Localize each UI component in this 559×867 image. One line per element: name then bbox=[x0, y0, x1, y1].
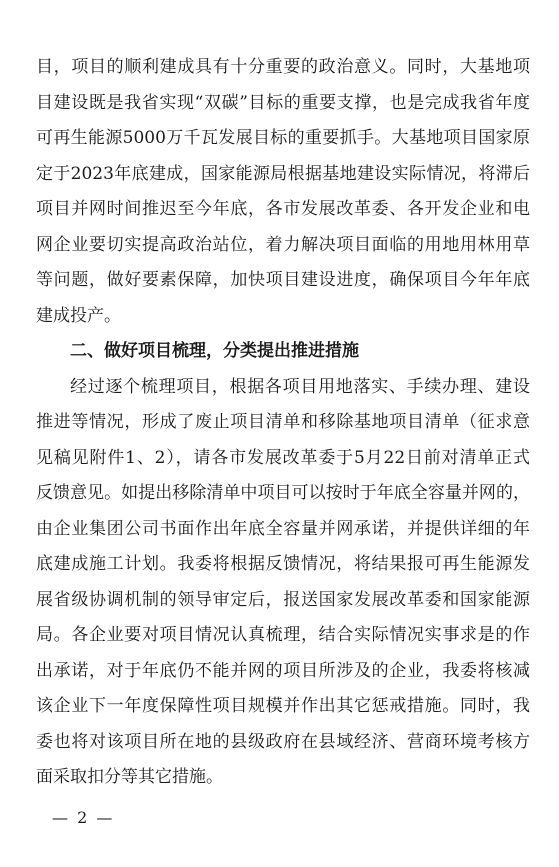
paragraph-1 bbox=[36, 50, 530, 334]
text-line: 定于2023年底建成，国家能源局根据基地建设实际情况，将滞后 bbox=[36, 163, 530, 184]
text-line: 可再生能源5000万千瓦发展目标的重要抓手。大基地项目国家原 bbox=[36, 128, 530, 148]
text-line: 委也将对该项目所在地的县级政府在县域经济、营商环境考核方 bbox=[36, 731, 530, 752]
text-line: 局。各企业要对项目情况认真梳理，结合实际情况实事求是的作 bbox=[36, 625, 530, 645]
text-line: 出承诺，对于年底仍不能并网的项目所涉及的企业，我委将核减 bbox=[36, 660, 530, 681]
text-line: 经过逐个梳理项目，根据各项目用地落实、手续办理、建设 bbox=[70, 376, 530, 397]
text-line: 等问题，做好要素保障，加快项目建设进度，确保项目今年年底 bbox=[36, 270, 530, 290]
text-line: 目，项目的顺利建成具有十分重要的政治意义。同时，大基地项 bbox=[36, 57, 530, 77]
text-line: 底建成施工计划。我委将根据反馈情况，将结果报可再生能源发 bbox=[36, 554, 530, 574]
text-line: 由企业集团公司书面作出年底全容量并网承诺，并提供详细的年 bbox=[36, 518, 530, 539]
text-line: 建成投产。 bbox=[36, 305, 121, 326]
text-line: 项目并网时间推迟至今年底，各市发展改革委、各开发企业和电 bbox=[36, 199, 530, 219]
text-line: 目建设既是我省实现“双碳”目标的重要支撑，也是完成我省年度 bbox=[36, 92, 530, 113]
text-line: 该企业下一年度保障性项目规模并作出其它惩戒措施。同时，我 bbox=[36, 696, 530, 716]
section-heading: 二、做好项目梳理，分类提出推进措施 bbox=[70, 341, 359, 361]
text-line: 见稿见附件1、2），请各市发展改革委于5月22日前对清单正式 bbox=[36, 447, 530, 468]
paragraph-2 bbox=[36, 370, 530, 796]
page-number: — 2 — bbox=[52, 808, 115, 827]
text-line: 展省级协调机制的领导审定后，报送国家发展改革委和国家能源 bbox=[36, 589, 530, 610]
document-body bbox=[36, 50, 530, 796]
text-line: 反馈意见。如提出移除清单中项目可以按时于年底全容量并网的， bbox=[36, 483, 530, 503]
text-line: 面采取扣分等其它措施。 bbox=[36, 767, 223, 787]
text-line: 网企业要切实提高政治站位，着力解决项目面临的用地用林用草 bbox=[36, 234, 530, 255]
text-line: 推进等情况，形成了废止项目清单和移除基地项目清单（征求意 bbox=[36, 412, 530, 432]
